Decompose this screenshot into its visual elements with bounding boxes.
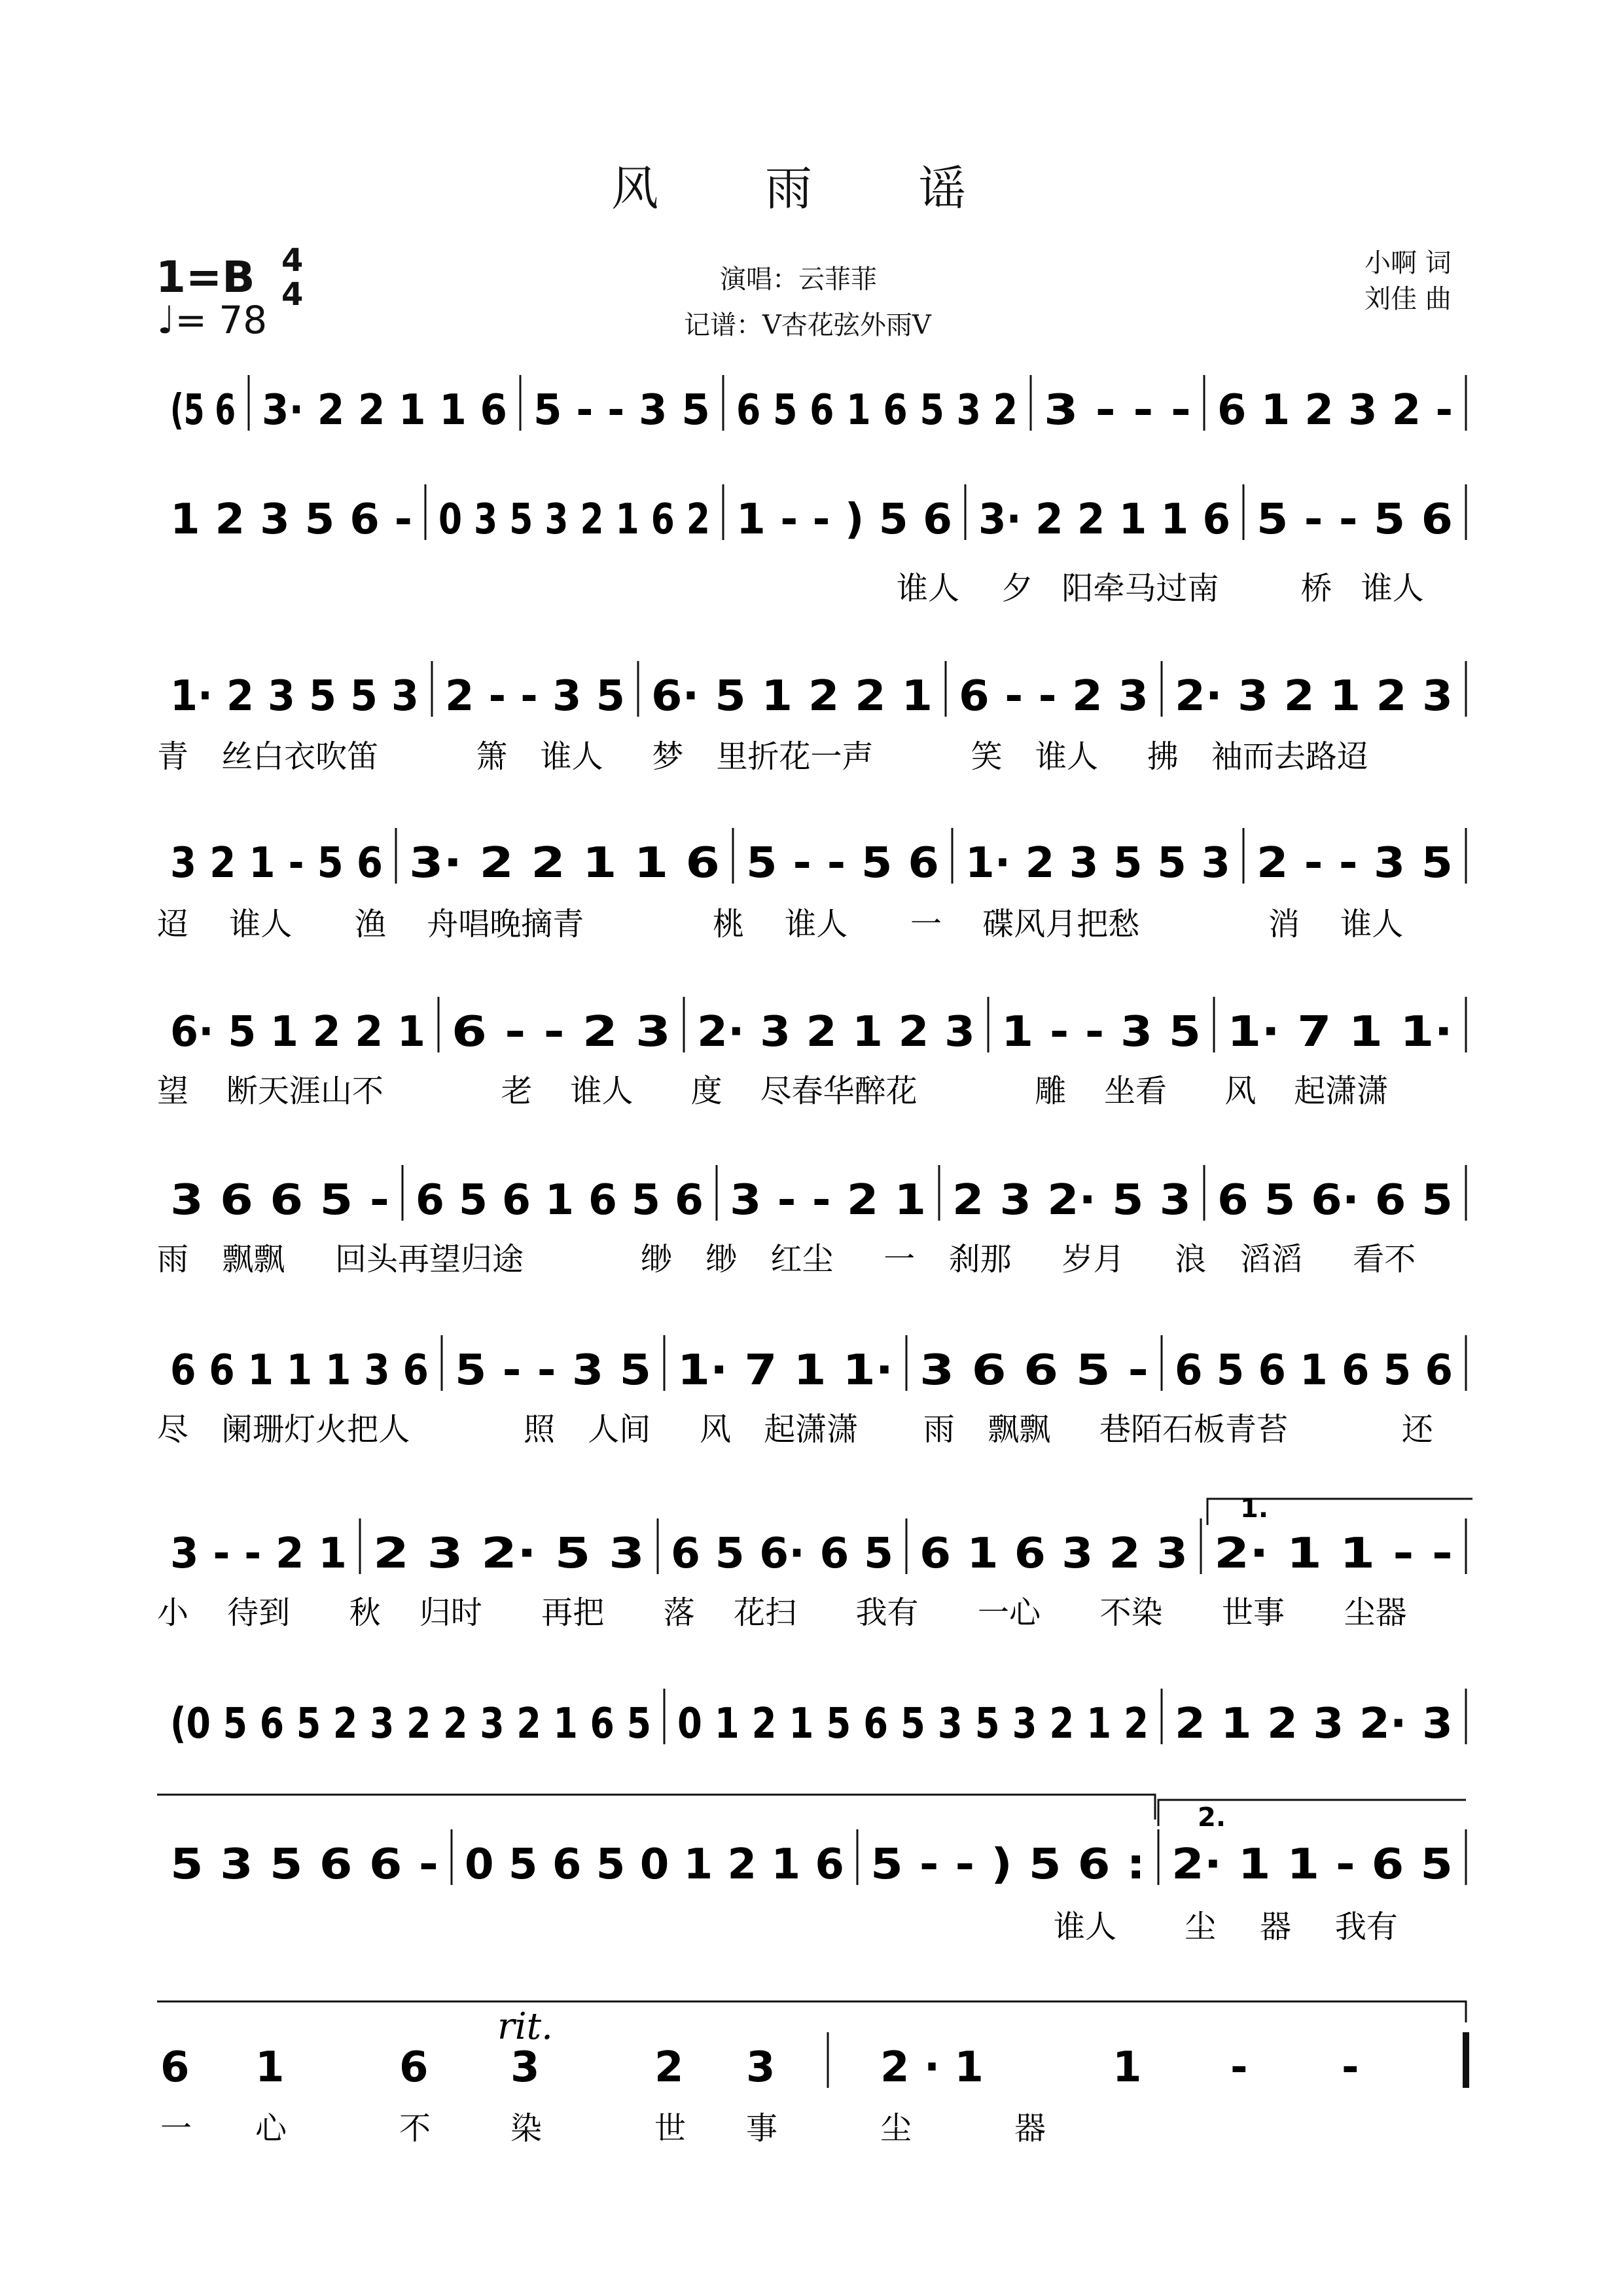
measure-notes: 6 - - 2 3 bbox=[452, 1008, 671, 1056]
measure-notes: 3· 2 2 1 1 6 bbox=[409, 839, 720, 888]
measure-notes: 6 5 6 1 6 5 6 bbox=[416, 1176, 704, 1225]
measure-notes: 3 - - - bbox=[1044, 386, 1191, 435]
lyric-word: 断天涯山不 bbox=[226, 1073, 383, 1109]
measure-notes: 5 - - 3 5 bbox=[455, 1346, 651, 1395]
measure-notes: 3 6 6 5 - bbox=[170, 1176, 389, 1225]
measure-notes: 1· 7 1 1· bbox=[1227, 1008, 1453, 1056]
lyric-word: 刹那 bbox=[948, 1241, 1012, 1278]
measure-notes: 3· 2 2 1 1 6 bbox=[978, 495, 1230, 544]
jianpu-note: 2 bbox=[654, 2043, 684, 2092]
measure-notes: 2 3 2· 5 3 bbox=[952, 1176, 1191, 1225]
lyric-word: 岁月 bbox=[1061, 1241, 1125, 1278]
measure-notes: 2· 1 1 - 6 5 bbox=[1171, 1840, 1453, 1889]
score-row bbox=[157, 1530, 1453, 1631]
jianpu-note: 6 bbox=[399, 2043, 429, 2092]
measure-notes: 6 - - 2 3 bbox=[959, 672, 1149, 721]
measure-notes: 3 - - 2 1 bbox=[730, 1176, 926, 1225]
jianpu-note: 2 · 1 bbox=[880, 2043, 984, 2092]
lyric-word: 尘器 bbox=[1344, 1594, 1407, 1631]
lyric-word: 谁人 bbox=[540, 738, 603, 775]
lyric-word: 不 bbox=[399, 2110, 431, 2147]
measure-notes: 6· 5 1 2 2 1 bbox=[170, 1008, 425, 1056]
jianpu-note: - bbox=[1342, 2043, 1359, 2092]
lyric-word: 照 bbox=[524, 1411, 556, 1448]
lyric-word: 雨 bbox=[157, 1241, 189, 1278]
volta-bracket-2-extension bbox=[157, 2001, 1466, 2022]
measure-notes: 0 1 2 1 5 6 5 3 5 3 2 1 2 bbox=[677, 1700, 1149, 1748]
measure-notes: 3 - - 2 1 bbox=[170, 1530, 347, 1578]
lyric-word: 阳牵马过南 bbox=[1061, 570, 1219, 607]
score-row bbox=[170, 495, 1453, 607]
lyric-word: 尽 bbox=[157, 1411, 189, 1448]
lyric-word: 小 bbox=[157, 1594, 189, 1631]
time-signature-bottom: 4 bbox=[281, 276, 304, 313]
lyric-word: 我有 bbox=[855, 1594, 919, 1631]
lyric-word: 桃 bbox=[712, 906, 744, 942]
lyric-word: 迢 bbox=[157, 906, 189, 942]
lyricist-credit: 小啊 词 bbox=[1364, 248, 1452, 278]
lyric-word: 事 bbox=[746, 2110, 778, 2147]
lyric-word: 风 bbox=[700, 1411, 732, 1448]
measure-notes: 0 5 6 5 0 1 2 1 6 bbox=[465, 1840, 844, 1889]
measure-notes: 1· 7 1 1· bbox=[677, 1346, 893, 1395]
lyric-word: 心 bbox=[255, 2110, 287, 2147]
score-row bbox=[157, 1008, 1453, 1109]
lyric-word: 丝白衣吹笛 bbox=[221, 738, 379, 775]
lyric-word: 雕 bbox=[1035, 1073, 1067, 1109]
lyric-word: 缈 bbox=[705, 1241, 738, 1278]
jianpu-note: 3 bbox=[510, 2043, 540, 2092]
measure-notes: 2 - - 3 5 bbox=[1257, 839, 1453, 888]
lyric-word: 望 bbox=[157, 1073, 189, 1109]
measure-notes: 6 1 6 3 2 3 bbox=[919, 1530, 1188, 1578]
lyric-word: 谁人 bbox=[570, 1073, 633, 1109]
lyric-word: 飘飘 bbox=[988, 1411, 1051, 1448]
lyric-word: 一 bbox=[910, 906, 942, 942]
lyric-word: 待到 bbox=[227, 1594, 291, 1631]
lyric-word: 夕 bbox=[1001, 570, 1033, 607]
measure-notes: (0 5 6 5 2 3 2 2 3 2 1 6 5 bbox=[170, 1700, 651, 1748]
lyric-word: 箫 bbox=[476, 738, 508, 775]
tempo-marking: ♩= 78 bbox=[157, 298, 268, 342]
score-row bbox=[157, 672, 1453, 775]
lyric-word: 雨 bbox=[923, 1411, 955, 1448]
measure-notes: 2· 1 1 - - bbox=[1214, 1530, 1453, 1578]
lyric-word: 一心 bbox=[977, 1594, 1041, 1631]
song-title: 风 雨 谣 bbox=[611, 161, 1012, 216]
measure-notes: 5 - - ) 5 6 : bbox=[870, 1840, 1145, 1889]
lyric-word: 风 bbox=[1224, 1073, 1257, 1109]
lyric-word: 笑 bbox=[971, 738, 1003, 775]
lyric-word: 不染 bbox=[1099, 1594, 1163, 1631]
lyric-word: 巷陌石板青苔 bbox=[1099, 1411, 1289, 1448]
barlines bbox=[157, 375, 1472, 2088]
measure-notes: 1 - - 3 5 bbox=[1001, 1008, 1201, 1056]
lyric-word: 红尘 bbox=[770, 1241, 834, 1278]
lyric-word: 袖而去路迢 bbox=[1211, 738, 1368, 775]
jianpu-note: - bbox=[1230, 2043, 1248, 2092]
measure-notes: 2 3 2· 5 3 bbox=[373, 1530, 645, 1578]
score-row bbox=[170, 1700, 1453, 1748]
volta-bracket-1-extension bbox=[157, 1795, 1155, 1820]
measure-notes: 6 5 6· 6 5 bbox=[1217, 1176, 1453, 1225]
measure-notes: 1· 2 3 5 5 3 bbox=[965, 839, 1230, 888]
measure-notes: 3· 2 2 1 1 6 bbox=[262, 386, 507, 435]
measure-notes: 1 2 3 5 6 - bbox=[170, 495, 412, 544]
measure-notes: 5 - - 3 5 bbox=[533, 386, 710, 435]
measure-notes: 6 5 6 1 6 5 3 2 bbox=[736, 386, 1018, 435]
lyric-word: 一 bbox=[160, 2110, 192, 2147]
lyric-word: 谁人 bbox=[1361, 570, 1424, 607]
key-signature: 1=B bbox=[156, 252, 255, 302]
measure-notes: 3 2 1 - 5 6 bbox=[170, 839, 383, 888]
lyric-word: 阑珊灯火把人 bbox=[221, 1411, 410, 1448]
lyric-word: 谁人 bbox=[897, 570, 960, 607]
lyric-word: 碟风月把愁 bbox=[982, 906, 1140, 942]
volta-2-label: 2. bbox=[1198, 1803, 1226, 1833]
lyric-word: 飘飘 bbox=[222, 1241, 285, 1278]
lyric-word: 秋 bbox=[349, 1594, 381, 1631]
volta-1-label: 1. bbox=[1240, 1494, 1269, 1524]
lyric-word: 归时 bbox=[419, 1594, 482, 1631]
lyric-word: 染 bbox=[510, 2110, 543, 2147]
lyric-word: 拂 bbox=[1147, 738, 1179, 775]
score-row bbox=[160, 2043, 1359, 2147]
lyric-word: 尘 bbox=[880, 2110, 912, 2147]
measure-notes: 6 6 1 1 1 3 6 bbox=[170, 1346, 429, 1395]
lyric-word: 世事 bbox=[1221, 1594, 1285, 1631]
measure-notes: 2 1 2 3 2· 3 bbox=[1175, 1700, 1453, 1748]
measure-notes: 2· 3 2 1 2 3 bbox=[697, 1008, 975, 1056]
lyric-word: 看不 bbox=[1353, 1241, 1416, 1278]
lyric-word: 起潇潇 bbox=[764, 1411, 859, 1448]
lyric-word: 尽春华醉花 bbox=[760, 1073, 918, 1109]
score-row bbox=[157, 1176, 1453, 1278]
lyric-word: 器 bbox=[1014, 2110, 1046, 2147]
lyric-word: 起潇潇 bbox=[1294, 1073, 1389, 1109]
lyric-word: 回头再望归途 bbox=[335, 1241, 524, 1278]
ritardando-mark: rit. bbox=[497, 2005, 553, 2048]
measure-notes: 6· 5 1 2 2 1 bbox=[651, 672, 933, 721]
score-row bbox=[157, 1346, 1453, 1448]
measure-notes: 5 - - 5 6 bbox=[746, 839, 939, 888]
lyric-word: 谁人 bbox=[1340, 906, 1404, 942]
lyric-word: 落 bbox=[663, 1594, 695, 1631]
lyric-word: 谁人 bbox=[229, 906, 293, 942]
lyric-word: 世 bbox=[654, 2110, 687, 2147]
lyric-word: 里折花一声 bbox=[716, 738, 874, 775]
lyric-word: 舟唱晚摘青 bbox=[427, 906, 584, 942]
lyric-word: 梦 bbox=[652, 738, 684, 775]
measure-notes: 1 - - ) 5 6 bbox=[736, 495, 952, 544]
lyric-word: 老 bbox=[501, 1073, 533, 1109]
lyric-word: 滔滔 bbox=[1240, 1241, 1303, 1278]
lyric-word: 谁人 bbox=[785, 906, 848, 942]
lyric-word: 消 bbox=[1268, 906, 1300, 942]
lyric-word: 器 bbox=[1260, 1909, 1292, 1945]
jianpu-note: 6 bbox=[160, 2043, 190, 2092]
lyric-word: 缈 bbox=[640, 1241, 672, 1278]
jianpu-note: 1 bbox=[1113, 2043, 1142, 2092]
lyric-word: 尘 bbox=[1185, 1909, 1217, 1945]
measure-notes: 3 6 6 5 - bbox=[919, 1346, 1149, 1395]
lyric-word: 我有 bbox=[1334, 1909, 1398, 1945]
lyric-word: 一 bbox=[883, 1241, 916, 1278]
lyric-word: 再把 bbox=[541, 1594, 605, 1631]
lyric-word: 桥 bbox=[1300, 570, 1332, 607]
measure-notes: 6 5 6· 6 5 bbox=[671, 1530, 893, 1578]
lyric-word: 谁人 bbox=[1035, 738, 1098, 775]
lyric-word: 度 bbox=[690, 1073, 722, 1109]
measure-notes: 5 - - 5 6 bbox=[1257, 495, 1453, 544]
measure-notes: 6 1 2 3 2 - bbox=[1217, 386, 1453, 435]
lyric-word: 花扫 bbox=[733, 1594, 796, 1631]
lyric-word: 青 bbox=[157, 738, 189, 775]
measure-notes: 6 5 6 1 6 5 6 bbox=[1175, 1346, 1453, 1395]
lyric-word: 还 bbox=[1401, 1411, 1433, 1448]
score-row bbox=[157, 839, 1453, 942]
lyric-word: 渔 bbox=[355, 906, 387, 942]
measure-notes: 0 3 5 3 2 1 6 2 bbox=[438, 495, 710, 544]
singer-credit: 演唱：云菲菲 bbox=[720, 264, 877, 295]
composer-credit: 刘佳 曲 bbox=[1364, 284, 1452, 314]
transcriber-credit: 记谱：V杏花弦外雨V bbox=[684, 310, 931, 340]
score-row bbox=[170, 386, 1453, 435]
lyric-word: 谁人 bbox=[1054, 1909, 1117, 1945]
lyric-word: 坐看 bbox=[1104, 1073, 1168, 1109]
jianpu-note: 3 bbox=[746, 2043, 776, 2092]
measure-notes: 5 3 5 6 6 - bbox=[170, 1840, 438, 1889]
measure-notes: (5 6 bbox=[170, 386, 236, 435]
jianpu-note: 1 bbox=[255, 2043, 285, 2092]
lyric-word: 人间 bbox=[588, 1411, 651, 1448]
score-row bbox=[170, 1840, 1453, 1945]
measure-notes: 2 - - 3 5 bbox=[445, 672, 625, 721]
measure-notes: 2· 3 2 1 2 3 bbox=[1175, 672, 1453, 721]
measure-notes: 1· 2 3 5 5 3 bbox=[170, 672, 419, 721]
time-signature-top: 4 bbox=[281, 242, 304, 279]
lyric-word: 浪 bbox=[1175, 1241, 1207, 1278]
score-rows bbox=[157, 386, 1453, 2147]
